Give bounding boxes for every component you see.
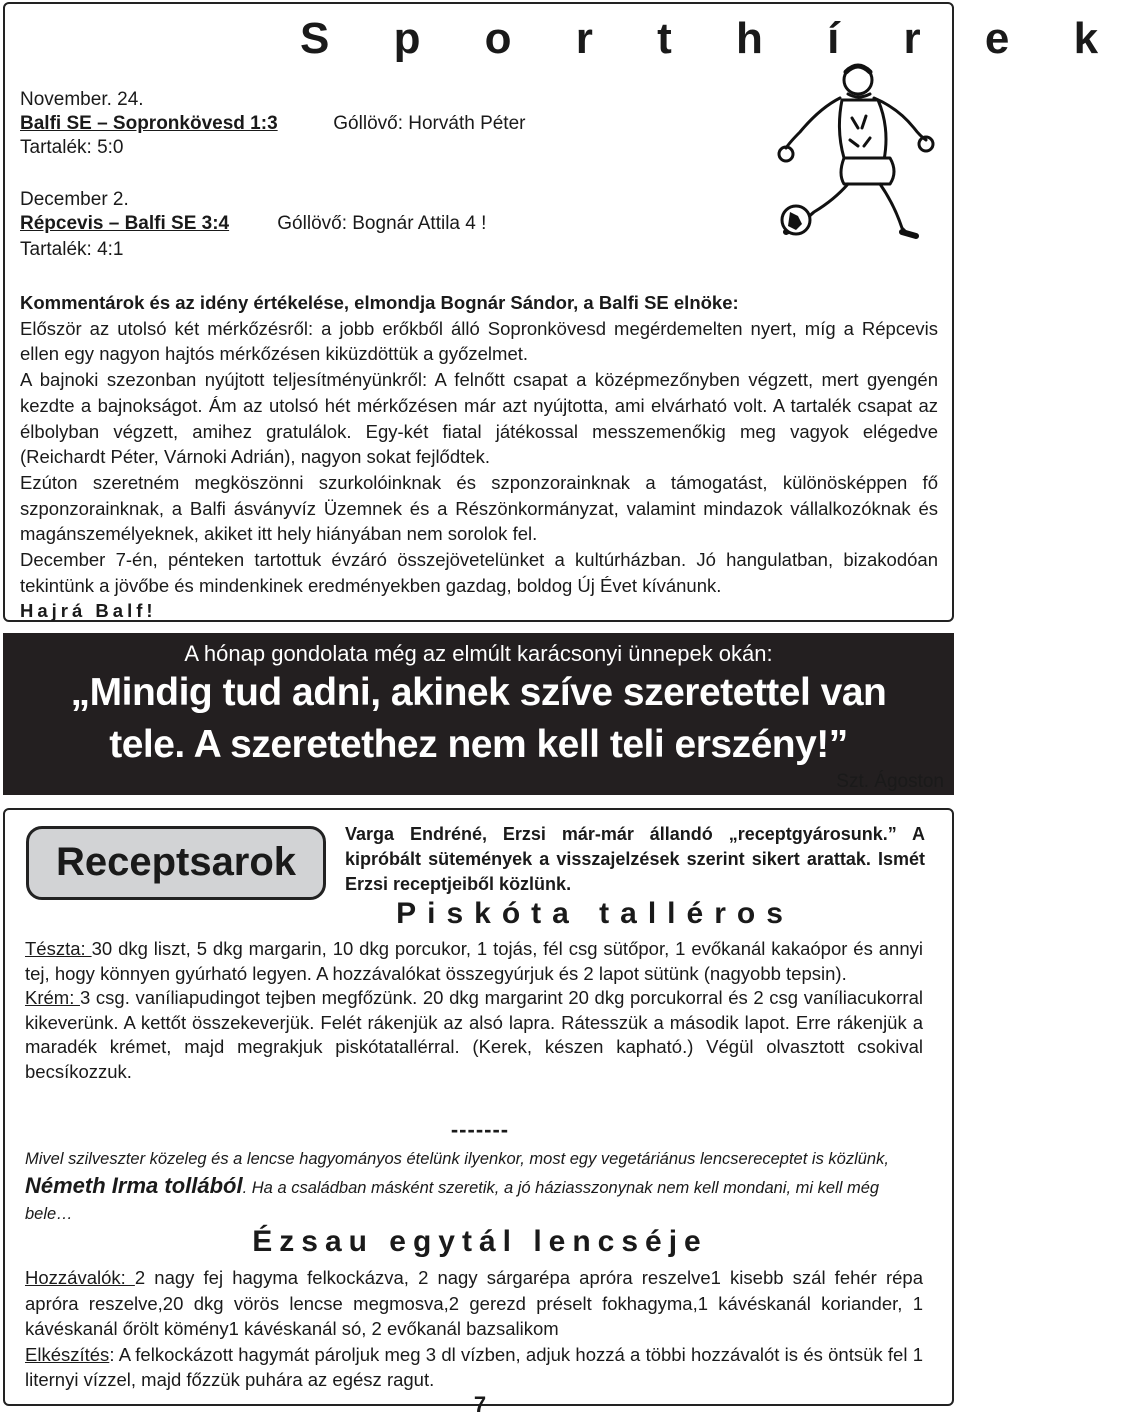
reserve-result: Tartalék: 5:0 — [20, 137, 124, 158]
scorer: Góllövő: Bognár Attila 4 ! — [277, 213, 487, 234]
recipe-title: Piskóta talléros — [396, 897, 794, 930]
result-line — [20, 112, 525, 136]
closing-cheer: Hajrá Balf! — [20, 600, 157, 622]
commentary-paragraph: Először az utolsó két mérkőzésről: a jobb erőkből álló Sopronkövesd megérdemelten nyert, míg a Répcevis ellen egy nagyon hajtós mérkőzésen kiküzdöttük a győzelmet. — [20, 317, 938, 365]
quote-author: Szt. Ágoston — [836, 771, 944, 792]
result-date: December 2. — [20, 189, 129, 210]
match-score: Répcevis – Balfi SE 3:4 — [20, 213, 230, 234]
dough-label: Tészta: — [25, 938, 92, 959]
football-player-illustration — [770, 58, 940, 256]
lentil-intro — [25, 1146, 925, 1228]
quote-banner — [3, 633, 954, 795]
commentary — [20, 290, 938, 624]
preparation-label: Elkészítés — [25, 1343, 110, 1365]
preparation-text: : A felkockázott hagymát pároljuk meg 3 dl vízben, adjuk hozzá a többi hozzávalót is és öntsük fel 1 liternyi vízzel, majd főzzük puhára az egész ragut. — [25, 1343, 923, 1390]
scorer: Góllövő: Horváth Péter — [333, 113, 526, 134]
reserve-result: Tartalék: 4:1 — [20, 239, 124, 260]
recipe-body-2 — [25, 1265, 923, 1393]
recipe-intro: Varga Endréné, Erzsi már-már állandó „receptgyárosunk.” A kipróbált sütemények a visszajelzések szerint sikert arattak. Ismét Erzsi receptjeiből közlünk. — [345, 824, 925, 894]
recipe-corner-badge: Receptsarok — [26, 826, 326, 900]
cream-text: 3 csg. vaníliapudingot tejben megfőzünk. 20 dkg margarint 20 dkg porcukorral és 2 csg vaníliacukorral kikeverünk. A kettőt összekeverjük. Felét rákenjük az alsó lapra. Rátesszük a második lapot. Erre rákenjük a maradék krémet, majd megrakjuk piskótatallérral. (Kerek, készen kapható.) Végül olvasztott csokival becsíkozzuk. — [25, 987, 923, 1082]
ingredients-text: 2 nagy fej hagyma felkockázva, 2 nagy sárgarépa apróra reszelve1 kisebb szál fehér répa apróra reszelve,20 dkg vörös lencse megmosva,2 gerezd préselt fokhagyma,1 kávéskanál koriander, 1 kávéskanál őrölt kömény1 kávéskanál só, 2 evőkanál bazsalikom — [25, 1267, 923, 1339]
commentary-lead: Kommentárok és az idény értékelése, elmondja Bognár Sándor, a Balfi SE elnöke: — [20, 292, 739, 313]
commentary-paragraph: A bajnoki szezonban nyújtott teljesítményünkről: A felnőtt csapat a középmezőnyben végzett, mert gyengén kezdte a bajnokságot. Ám az utolsó hét mérkőzésen már azt nyújtotta, ami elvárható volt. A tartalék csapat az élbolyban végzett, amihez gratulálok. Egy-két fiatal játékossal messzemenőkig meg vagyok elégedve (Reichardt Péter, Várnoki Adrián), nagyon sokat fejlődtek. — [20, 369, 938, 468]
page-number: 7 — [473, 1392, 487, 1417]
quote-line-2: tele. A szeretethez nem kell teli erszény!” — [109, 723, 848, 766]
recipe-body — [25, 937, 923, 1084]
commentary-paragraph: December 7-én, pénteken tartottuk évzáró összejövetelünket a kultúrházban. Jó hangulatban, bizakodóan tekintünk a jövőbe és mindenkinek eredményekben gazdag, boldog Új Évet kívánunk. — [20, 549, 938, 596]
commentary-paragraph: Ezúton szeretném megköszönni szurkolóinknak és szponzorainknak a támogatást, különösképpen fő szponzorainknak, a Balfi ásványvíz Üzemnek és a Részönkormányzat, valamint mindazok vállalkozóknak és magánszemélyeknek, akiket itt hely hiányában nem sorolok fel. — [20, 471, 938, 545]
quote-line-1: „Mindig tud adni, akinek szíve szeretettel van — [70, 671, 887, 714]
lentil-intro-text: Mivel szilveszter közeleg és a lencse hagyományos ételünk ilyenkor, most egy vegetáriánus lencsereceptet is közlünk, — [25, 1150, 889, 1168]
page-title: S p o r t h í r e k — [300, 14, 1124, 63]
result-date: November. 24. — [20, 89, 144, 110]
quote-intro: A hónap gondolata még az elmúlt karácsonyi ünnepek okán: — [184, 641, 773, 666]
result-line — [20, 212, 486, 236]
dough-text: 30 dkg liszt, 5 dkg margarin, 10 dkg porcukor, 1 tojás, fél csg sütőpor, 1 evőkanál kakaópor és annyi tej, hogy könnyen gyúrható legyen. A hozzávalókat összegyúrjuk és 2 lapot sütünk (nagyobb tepsin). — [25, 938, 923, 984]
recipe-title-2: Ézsau egytál lencséje — [252, 1225, 708, 1258]
author-name: Németh Irma tollából — [25, 1172, 243, 1198]
lentil-intro-text-end: . Ha a családban másként szeretik, a jó háziasszonynak nem kell mondani, mi kell még bele… — [25, 1178, 880, 1223]
ingredients-label: Hozzávalók: — [25, 1267, 135, 1288]
cream-label: Krém: — [25, 987, 80, 1008]
match-score: Balfi SE – Sopronkövesd 1:3 — [20, 113, 278, 134]
separator: ------- — [450, 1117, 510, 1142]
